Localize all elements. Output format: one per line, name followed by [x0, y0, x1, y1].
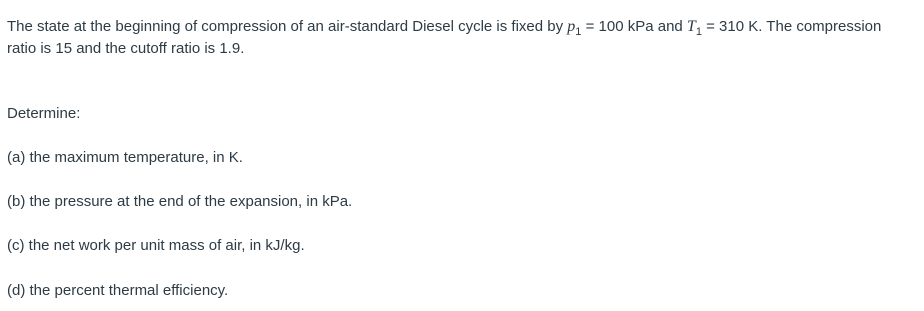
temperature-subscript: 1 — [695, 26, 702, 39]
temperature-symbol: $T_1$ — [686, 18, 702, 39]
question-c: (c) the net work per unit mass of air, in kJ/kg. — [7, 237, 305, 254]
problem-statement — [7, 16, 912, 60]
problem-text-part-2: = 100 kPa and — [581, 18, 687, 35]
determine-label: Determine: — [7, 105, 81, 122]
pressure-symbol: $p_1$ — [567, 18, 582, 39]
question-b: (b) the pressure at the end of the expansion, in kPa. — [7, 193, 353, 210]
question-d: (d) the percent thermal efficiency. — [7, 282, 229, 299]
problem-text-part-3: = 310 K. The compression ratio is 15 and the cutoff ratio is 1.9. — [7, 18, 882, 57]
question-a: (a) the maximum temperature, in K. — [7, 149, 243, 166]
pressure-subscript: 1 — [575, 26, 582, 39]
problem-text-part-1: The state at the beginning of compression of an air-standard Diesel cycle is fixed by — [7, 18, 568, 35]
